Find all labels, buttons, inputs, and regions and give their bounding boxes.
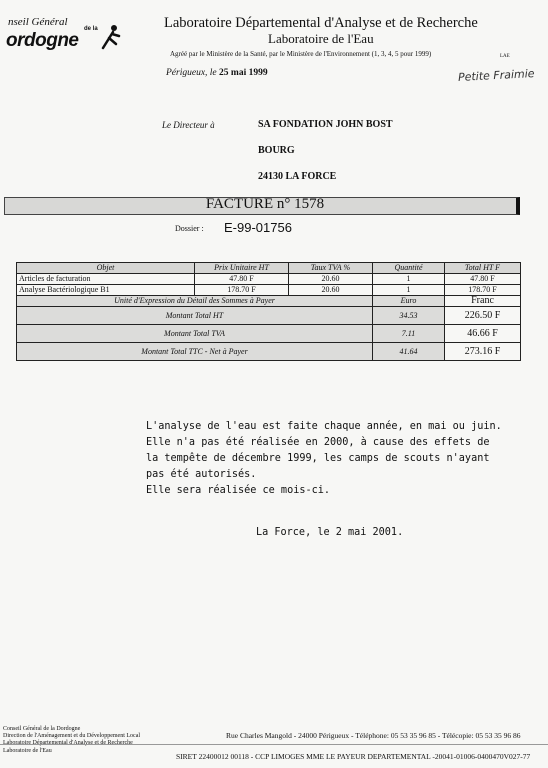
table-cell: 178.70 F xyxy=(445,285,521,296)
logo-text-line2: ordogne xyxy=(6,30,79,51)
table-row xyxy=(17,285,521,296)
total-euro: 34.53 xyxy=(373,307,445,325)
director-label: Le Directeur à xyxy=(162,120,215,130)
lab-subtitle: Laboratoire de l'Eau xyxy=(268,31,374,46)
footer-line: Laboratoire de l'Eau xyxy=(3,747,52,754)
table-cell: 20.60 xyxy=(289,285,373,296)
column-header: Quantité xyxy=(373,263,445,274)
column-header: Prix Unitaire HT xyxy=(195,263,289,274)
unit-euro: Euro xyxy=(373,296,445,307)
total-euro: 7.11 xyxy=(373,325,445,343)
footer-line: Laboratoire Départemental d'Analyse et de Recherche xyxy=(3,740,133,747)
note-signature: La Force, le 2 mai 2001. xyxy=(256,527,404,538)
total-label: Montant Total HT xyxy=(17,307,373,325)
column-header: Objet xyxy=(17,263,195,274)
runner-figure-icon xyxy=(100,24,122,50)
total-franc: 46.66 F xyxy=(445,325,521,343)
conseil-general-logo xyxy=(4,14,124,58)
table-cell: 20.60 xyxy=(289,274,373,285)
invoice-table xyxy=(16,262,521,361)
column-header: Total HT F xyxy=(445,263,521,274)
note-line: Elle n'a pas été réalisée en 2000, à cause des effets de xyxy=(146,437,490,448)
letter-date xyxy=(166,68,268,78)
invoice-title: FACTURE n° 1578 xyxy=(205,196,325,212)
note-line: Elle sera réalisée ce mois-ci. xyxy=(146,485,331,496)
table-cell: 47.80 F xyxy=(445,274,521,285)
recipient-line3: 24130 LA FORCE xyxy=(258,171,337,182)
table-cell: Articles de facturation xyxy=(17,274,195,285)
total-row xyxy=(17,307,521,325)
footer-organisation xyxy=(3,726,140,755)
table-cell: 1 xyxy=(373,274,445,285)
logo-text-de-la: de la xyxy=(84,26,98,32)
table-cell: 47.80 F xyxy=(195,274,289,285)
note-line: la tempête de décembre 1999, les camps de scouts n'ayant xyxy=(146,453,490,464)
date-prefix: Périgueux, le xyxy=(166,68,217,78)
table-header-row xyxy=(17,263,521,274)
recipient-line2: BOURG xyxy=(258,145,295,156)
recipient-name: SA FONDATION JOHN BOST xyxy=(258,119,393,130)
handwritten-note: Petite Fraimie xyxy=(457,67,535,84)
total-franc: 226.50 F xyxy=(445,307,521,325)
unit-franc: Franc xyxy=(445,296,521,307)
lab-title: Laboratoire Départemental d'Analyse et de Recherche xyxy=(164,15,478,31)
agreement-line: Agréé par le Ministère de la Santé, par le Ministère de l'Environnement (1, 3, 4, 5 pour 1999) xyxy=(170,50,432,58)
table-cell: 178.70 F xyxy=(195,285,289,296)
date-value: 25 mai 1999 xyxy=(219,68,268,78)
note-line: L'analyse de l'eau est faite chaque année, en mai ou juin. xyxy=(146,421,502,432)
footer-line: Conseil Général de la Dordogne xyxy=(3,726,81,732)
note-line: pas été autorisés. xyxy=(146,469,257,480)
dossier-value: E-99-01756 xyxy=(224,220,292,235)
footer-siret: SIRET 22400012 00118 - CCP LIMOGES MME LE PAYEUR DEPARTEMENTAL -20041-01006-0400470V027-77 xyxy=(176,752,531,761)
footer-line: Direction de l'Aménagement et du Développement Local xyxy=(3,733,141,740)
total-label: Montant Total TVA xyxy=(17,325,373,343)
total-row xyxy=(17,343,521,361)
unit-row xyxy=(17,296,521,307)
logo-text-line1: nseil Général xyxy=(8,16,68,28)
unit-label: Unité d'Expression du Détail des Sommes à Payer xyxy=(17,296,373,307)
footer-divider xyxy=(0,744,548,745)
total-row xyxy=(17,325,521,343)
table-cell: Analyse Bactériologique B1 xyxy=(17,285,195,296)
footer-address: Rue Charles Mangold - 24000 Périgueux - Téléphone: 05 53 35 96 85 - Télécopie: 05 53 35 96 86 xyxy=(226,731,521,740)
table-row xyxy=(17,274,521,285)
table-cell: 1 xyxy=(373,285,445,296)
total-euro: 41.64 xyxy=(373,343,445,361)
corner-mark: LAE xyxy=(500,54,510,59)
dossier-label: Dossier : xyxy=(175,224,204,233)
total-label: Montant Total TTC - Net à Payer xyxy=(17,343,373,361)
column-header: Taux TVA % xyxy=(289,263,373,274)
total-franc: 273.16 F xyxy=(445,343,521,361)
